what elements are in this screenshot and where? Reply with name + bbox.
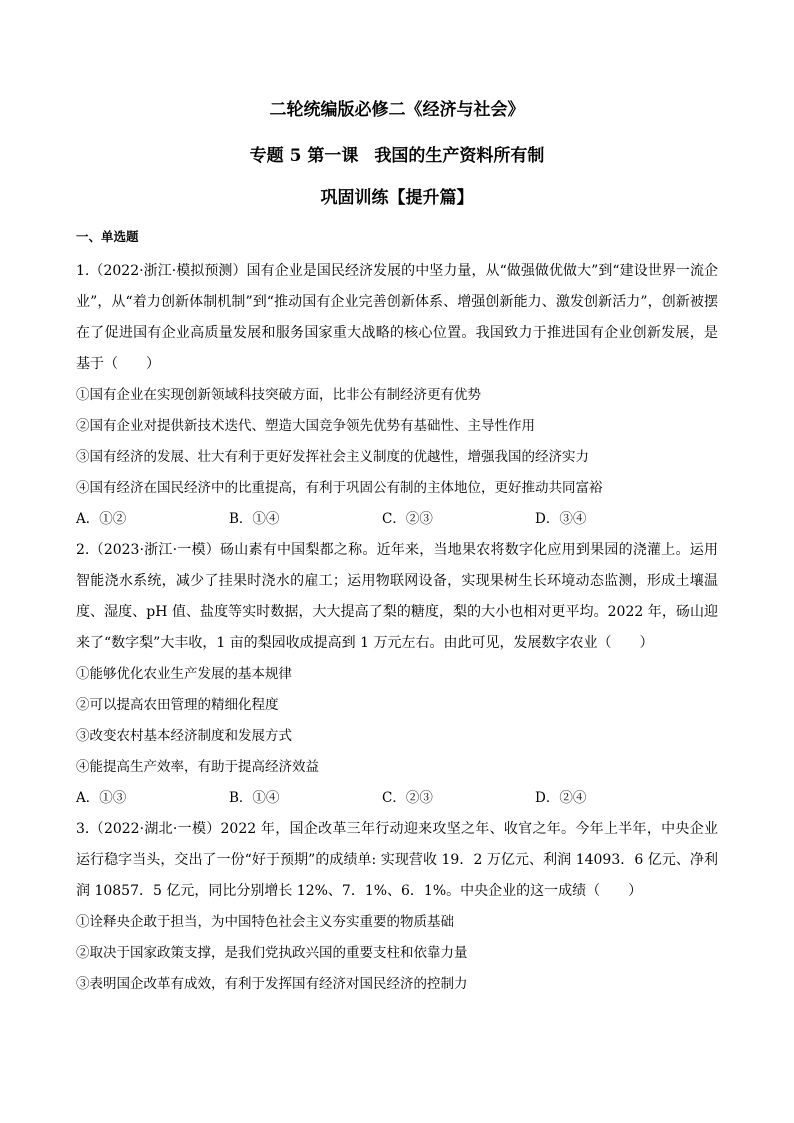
question-option: ①国有企业在实现创新领域科技突破方面，比非公有制经济更有优势: [76, 387, 481, 403]
choice-b: B．①④: [229, 511, 280, 527]
question-option: ③国有经济的发展、壮大有利于更好发挥社会主义制度的优越性，增强我国的经济实力: [76, 449, 589, 465]
choice-a: A．①③: [76, 790, 127, 806]
answer-choices: [76, 504, 718, 535]
question-stem: 3.（2022·湖北·一模）2022 年，国企改革三年行动迎来攻坚之年、收官之年。今年上半年，中央企业运行稳字当头，交出了一份“好于预期”的成绩单: 实现营收 19．2 万亿元、利润 14093．6 亿元、净利润 10857．5 亿元，同比分别增长 12%、7．1%、6．1%。中央企业的这一成绩（ ）: [76, 821, 718, 899]
question-option: ②取决于国家政策支撑，是我们党执政兴国的重要支柱和依靠力量: [76, 945, 468, 961]
choice-d: D．②④: [535, 790, 587, 806]
question-stem: 2.（2023·浙江·一模）砀山素有中国梨都之称。近年来，当地果农将数字化应用到果园的浇灌上。运用智能浇水系统，减少了挂果时浇水的雇工；运用物联网设备，实现果树生长环境动态监测，形成土壤温度、湿度、pH 值、盐度等实时数据，大大提高了梨的糖度，梨的大小也相对更平均。2022 年，砀山迎来了“数字梨”大丰收，1 亩的梨园收成提高到 1 万元左右。由此可见，发展数字农业（ ）: [76, 542, 718, 651]
title-block: [76, 100, 718, 208]
question-1: [76, 256, 718, 535]
document-level: 巩固训练【提升篇】: [320, 188, 474, 208]
question-stem: 1.（2022·浙江·模拟预测）国有企业是国民经济发展的中坚力量，从“做强做优做大”到“建设世界一流企业”，从“着力创新体制机制”到“推动国有企业完善创新体系、增强创新能力、激发创新活力”，创新被摆在了促进国有企业高质量发展和服务国家重大战略的核心位置。我国致力于推进国有企业创新发展，是基于（ ）: [76, 263, 718, 372]
choice-b: B．①④: [229, 790, 280, 806]
document-title: 二轮统编版必修二《经济与社会》: [269, 100, 525, 120]
question-3: [76, 814, 718, 1000]
subtitle-topic: 我国的生产资料所有制: [374, 146, 545, 166]
choice-c: C．②③: [382, 790, 433, 806]
choice-d: D．③④: [535, 511, 587, 527]
question-option: ③改变农村基本经济制度和发展方式: [76, 728, 292, 744]
answer-choices: [76, 783, 718, 814]
question-2: [76, 535, 718, 814]
choice-c: C．②③: [382, 511, 433, 527]
document-subtitle: [76, 146, 718, 166]
question-option: ②国有企业对提供新技术迭代、塑造大国竞争领先优势有基础性、主导性作用: [76, 418, 535, 434]
question-option: ④能提高生产效率，有助于提高经济效益: [76, 759, 319, 775]
question-option: ③表明国企改革有成效，有利于发挥国有经济对国民经济的控制力: [76, 976, 468, 992]
question-option: ①诠释央企敢于担当，为中国特色社会主义夯实重要的物质基础: [76, 914, 454, 930]
choice-a: A．①②: [76, 511, 127, 527]
question-option: ④国有经济在国民经济中的比重提高，有利于巩固公有制的主体地位，更好推动共同富裕: [76, 480, 603, 496]
subtitle-lesson: 专题 5 第一课: [249, 146, 359, 166]
question-option: ②可以提高农田管理的精细化程度: [76, 697, 279, 713]
question-option: ①能够优化农业生产发展的基本规律: [76, 666, 292, 682]
section-heading: 一、单选题: [76, 229, 139, 244]
